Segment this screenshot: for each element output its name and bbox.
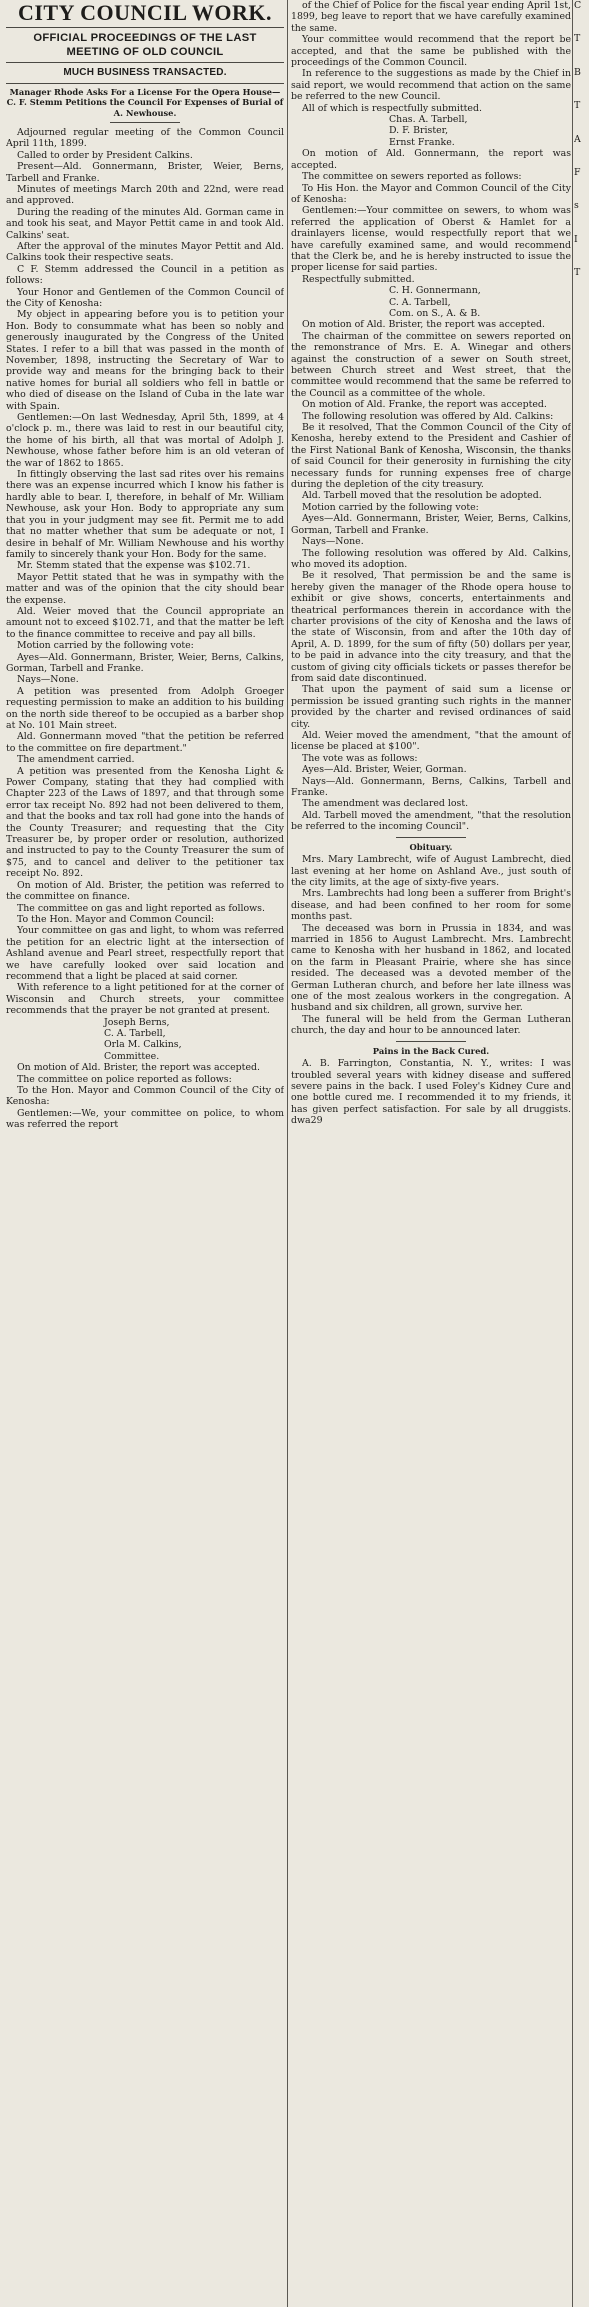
paragraph: Motion carried by the following vote: xyxy=(17,640,194,652)
paragraph: My object in appearing before you is to petition your Hon. Body to consummate what has been so nobly and generously inaugurated by the Congress of the United States. I refer to a bill that was passed in the month of November, 1898, instructing the Secretary of War to provide way and means for the bringing back to their native homes for burial all soldiers who fell in battle or who died of disease on the Island of Cuba in the late war with Spain. xyxy=(6,309,284,412)
obituary-heading: Obituary. xyxy=(409,841,453,852)
paragraph: Your committee would recommend that the report be accepted, and that the same be published with the proceedings of the Common Council. xyxy=(291,34,571,69)
signer-name: Joseph Berns, xyxy=(104,1016,170,1028)
paragraph: With reference to a light petitioned for at the corner of Wisconsin and Church streets, your committee recommends that the prayer be not granted at present. xyxy=(6,982,284,1017)
cutoff-text-fragment: T xyxy=(574,267,581,279)
paragraph: of the Chief of Police for the fiscal year ending April 1st, 1899, beg leave to report that we have carefully examined the same. xyxy=(291,0,571,34)
cutoff-text-fragment: F xyxy=(574,167,581,179)
signer-name: C. A. Tarbell, xyxy=(104,1027,166,1039)
signer-name: Com. on S., A. & B. xyxy=(389,307,481,319)
divider xyxy=(6,62,284,63)
paragraph: Present—Ald. Gonnermann, Brister, Weier, Berns, Tarbell and Franke. xyxy=(6,161,284,184)
paragraph: The vote was as follows: xyxy=(302,752,418,764)
paragraph: The chairman of the committee on sewers reported on the remonstrance of Mrs. E. A. Winegar and others against the construction of a sewer on South street, between Church street and West street, that the committee would recommend that the same be referred to the Council as a committee of the whole. xyxy=(291,330,571,399)
paragraph: The following resolution was offered by Ald. Calkins, who moved its adoption. xyxy=(291,547,571,570)
paragraph: Ald. Gonnermann moved "that the petition be referred to the committee on fire department." xyxy=(6,731,284,754)
divider xyxy=(396,1041,466,1042)
column-rule xyxy=(572,0,573,2307)
paragraph: On motion of Ald. Brister, the petition was referred to the committee on finance. xyxy=(6,879,284,903)
subdeck: Manager Rhode Asks For a License For the Opera House—C. F. Stemm Petitions the Council For Expenses of Burial of A. Newhouse. xyxy=(6,87,284,118)
signer-name: Orla M. Calkins, xyxy=(104,1039,182,1051)
paragraph: Gentlemen:—On last Wednesday, April 5th, 1899, at 4 o'clock p. m., there was laid to rest in our beautiful city, the home of his birth, all that was mortal of Adolph J. Newhouse, whose father before him is an old veteran of the war of 1862 to 1865. xyxy=(6,412,284,469)
paragraph: To the Hon. Mayor and Common Council: xyxy=(17,913,215,925)
signer-name: C. H. Gonnermann, xyxy=(389,285,481,297)
paragraph: Motion carried by the following vote: xyxy=(302,501,479,513)
obituary-body xyxy=(291,854,571,1037)
paragraph: Be it resolved, That permission be and the same is hereby given the manager of the Rhode opera house to exhibit or give shows, concerts, entertainments and theatrical performances therein in accordance with the charter provisions of the city of Kenosha and the laws of the state of Wisconsin, from and after the 10th day of April, A. D. 1899, for the sum of fifty (50) dollars per year, to be paid in advance into the city treasury, and that the custom of giving city officials tickets or passes therefor be from said date discontinued. xyxy=(291,570,571,684)
paragraph: That upon the payment of said sum a license or permission be issued granting such rights in the manner provided by the charter and revised ordinances of said city. xyxy=(291,684,571,730)
paragraph: Gentlemen:—We, your committee on police, to whom was referred the report xyxy=(6,1107,284,1131)
paragraph: Nays—None. xyxy=(302,536,364,548)
paragraph: Mr. Stemm stated that the expense was $102.71. xyxy=(17,560,251,572)
paragraph: Called to order by President Calkins. xyxy=(17,149,193,161)
paragraph: A. B. Farrington, Constantia, N. Y., writes: I was troubled several years with kidney disease and suffered severe pains in the back. I used Foley's Kidney Cure and one bottle cured me. I recommended it to my friends, it has given perfect satisfaction. For sale by all druggists. dwa29 xyxy=(291,1058,571,1127)
paragraph: A petition was presented from Adolph Groeger requesting permission to make an addition to his building on the north side thereof to be occupied as a barber shop at No. 101 Main street. xyxy=(6,685,284,732)
cutoff-text-fragment: s xyxy=(574,200,579,212)
signature-block xyxy=(291,114,571,148)
paragraph: Adjourned regular meeting of the Common Council April 11th, 1899. xyxy=(6,126,284,150)
paragraph: To the Hon. Mayor and Common Council of the City of Kenosha: xyxy=(6,1085,284,1108)
paragraph: A petition was presented from the Kenosha Light & Power Company, stating that they had complied with Chapter 223 of the Laws of 1897, and that through some error tax receipt No. 892 had not been delivered to them, and that the books and tax roll had gone into the hands of the County Treasurer; and requesting that the City Treasurer be, by proper order or resolution, authorized and instructed to pay to the County Treasurer the sum of $75, and to cancel and deliver to the petitioner tax receipt No. 892. xyxy=(6,765,284,880)
paragraph: Ayes—Ald. Gonnermann, Brister, Weier, Berns, Calkins, Gorman, Tarbell and Franke. xyxy=(291,513,571,536)
paragraph: The funeral will be held from the German Lutheran church, the day and hour to be announced later. xyxy=(291,1013,571,1037)
paragraph: On motion of Ald. Brister, the report was accepted. xyxy=(17,1062,260,1074)
article-body-continued xyxy=(291,0,571,114)
signer-name: Committee. xyxy=(104,1050,160,1062)
article-body xyxy=(6,127,284,1017)
deck-official-proceedings: OFFICIAL PROCEEDINGS OF THE LAST MEETING OF OLD COUNCIL xyxy=(33,32,257,58)
column-rule xyxy=(287,0,288,2307)
paragraph: The committee on police reported as follows: xyxy=(17,1073,232,1085)
paragraph: The committee on sewers reported as follows: xyxy=(302,171,522,183)
paragraph: Ald. Weier moved that the Council appropriate an amount not to exceed $102.71, and that the matter be left to the finance committee to receive and pay all bills. xyxy=(6,605,284,640)
paragraph: Ald. Weier moved the amendment, "that the amount of license be placed at $100". xyxy=(291,730,571,753)
divider xyxy=(110,122,180,123)
headline: CITY COUNCIL WORK. xyxy=(17,0,273,25)
paragraph: Ayes—Ald. Gonnermann, Brister, Weier, Berns, Calkins, Gorman, Tarbell and Franke. xyxy=(6,651,284,674)
signer-name: D. F. Brister, xyxy=(389,125,449,137)
paragraph: The deceased was born in Prussia in 1834, and was married in 1856 to August Lambrecht. Mrs. Lambrecht came to Kenosha with her husband in 1862, and located on the farm in Pleasant Prairie, where she has since resided. The deceased was a devoted member of the German Lutheran church, and before her late illness was one of the most zealous workers in the congregation. A husband and six children, all grown, survive her. xyxy=(291,922,571,1014)
paragraph: Mrs. Lambrechts had long been a sufferer from Bright's disease, and had been confined to her room for some months past. xyxy=(291,888,571,923)
paragraph: All of which is respectfully submitted. xyxy=(302,102,482,114)
paragraph: Your Honor and Gentlemen of the Common Council of the City of Kenosha: xyxy=(6,286,284,309)
article-body xyxy=(291,148,571,285)
column-middle xyxy=(291,0,571,2307)
paragraph: Respectfully submitted. xyxy=(302,273,415,285)
paragraph: Ald. Tarbell moved that the resolution be adopted. xyxy=(302,490,542,502)
cutoff-text-fragment: T xyxy=(574,100,581,112)
cutoff-text-fragment: T xyxy=(574,33,581,45)
ad-heading: Pains in the Back Cured. xyxy=(372,1045,490,1056)
article-body-continued xyxy=(6,1062,284,1130)
paragraph: In reference to the suggestions as made by the Chief in said report, we would recommend that action on the same be referred to the new Council. xyxy=(291,68,571,103)
signer-name: C. A. Tarbell, xyxy=(389,296,451,308)
paragraph: To His Hon. the Mayor and Common Council of the City of Kenosha: xyxy=(291,182,571,205)
divider xyxy=(396,837,466,838)
divider xyxy=(6,83,284,84)
paragraph: In fittingly observing the last sad rites over his remains there was an expense incurred which I know his father is hardly able to bear. I, therefore, in behalf of Mr. William Newhouse, ask your Hon. Body to appropriate any sum that you in your judgment may see fit. Permit me to add that no matter whether that sum be adequate or not, I desire in behalf of Mr. William Newhouse and his worthy family to sincerely thank your Hon. Body for the same. xyxy=(6,469,284,560)
paragraph: Minutes of meetings March 20th and 22nd, were read and approved. xyxy=(6,183,284,207)
paragraph: C F. Stemm addressed the Council in a petition as follows: xyxy=(6,263,284,287)
paragraph: The committee on gas and light reported as follows. xyxy=(17,902,265,914)
cutoff-text-fragment: I xyxy=(574,233,578,245)
paragraph: The amendment carried. xyxy=(17,754,135,766)
paragraph: Ald. Tarbell moved the amendment, "that the resolution be referred to the incoming Council". xyxy=(291,809,571,833)
signature-block xyxy=(6,1017,284,1063)
paragraph: Your committee on gas and light, to whom was referred the petition for an electric light at the intersection of Ashland avenue and Pearl street, respectfully report that we have carefully looked over said location and recommend that a light be placed at said corner. xyxy=(6,925,284,982)
paragraph: Ayes—Ald. Brister, Weier, Gorman. xyxy=(302,764,467,776)
ad-body xyxy=(291,1058,571,1126)
cutoff-text-fragment: A xyxy=(574,133,581,145)
paragraph: The following resolution was offered by Ald. Calkins: xyxy=(302,410,554,422)
cutoff-text-fragment: B xyxy=(574,66,581,78)
paragraph: During the reading of the minutes Ald. Gorman came in and took his seat, and Mayor Pettit came in and took Ald. Calkins' seat. xyxy=(6,206,284,241)
paragraph: Nays—None. xyxy=(17,674,79,686)
paragraph: On motion of Ald. Brister, the report was accepted. xyxy=(302,319,545,331)
paragraph: On motion of Ald. Franke, the report was accepted. xyxy=(302,399,547,411)
paragraph: Be it resolved, That the Common Council of the City of Kenosha, hereby extend to the President and Cashier of the First National Bank of Kenosha, Wisconsin, the thanks of said Council for their generosity in furnishing the city necessary funds for running expenses free of charge during the depletion of the city treasury. xyxy=(291,422,571,491)
signer-name: Chas. A. Tarbell, xyxy=(389,114,468,126)
signature-block xyxy=(291,285,571,319)
paragraph: The amendment was declared lost. xyxy=(302,798,469,810)
divider xyxy=(6,27,284,28)
paragraph: Gentlemen:—Your committee on sewers, to whom was referred the application of Oberst & Hamlet for a drainlayers license, would respectfully report that we have carefully examined same, and would recommend that the Clerk be, and he is hereby instructed to issue the proper license for said parties. xyxy=(291,205,571,274)
signer-name: Ernst Franke. xyxy=(389,136,455,148)
article-body xyxy=(291,319,571,832)
cutoff-text-fragment: C xyxy=(574,0,582,11)
deck-much-business: MUCH BUSINESS TRANSACTED. xyxy=(63,67,227,78)
column-right-fragment xyxy=(574,0,589,2307)
paragraph: Mrs. Mary Lambrecht, wife of August Lambrecht, died last evening at her home on Ashland Ave., just south of the city limits, at the age of sixty-five years. xyxy=(291,854,571,888)
paragraph: Mayor Pettit stated that he was in sympathy with the matter and was of the opinion that the city should bear the expense. xyxy=(6,571,284,606)
column-left xyxy=(6,0,284,2307)
paragraph: On motion of Ald. Gonnermann, the report was accepted. xyxy=(291,148,571,171)
paragraph: Nays—Ald. Gonnermann, Berns, Calkins, Tarbell and Franke. xyxy=(291,775,571,799)
paragraph: After the approval of the minutes Mayor Pettit and Ald. Calkins took their respective seats. xyxy=(6,240,284,264)
